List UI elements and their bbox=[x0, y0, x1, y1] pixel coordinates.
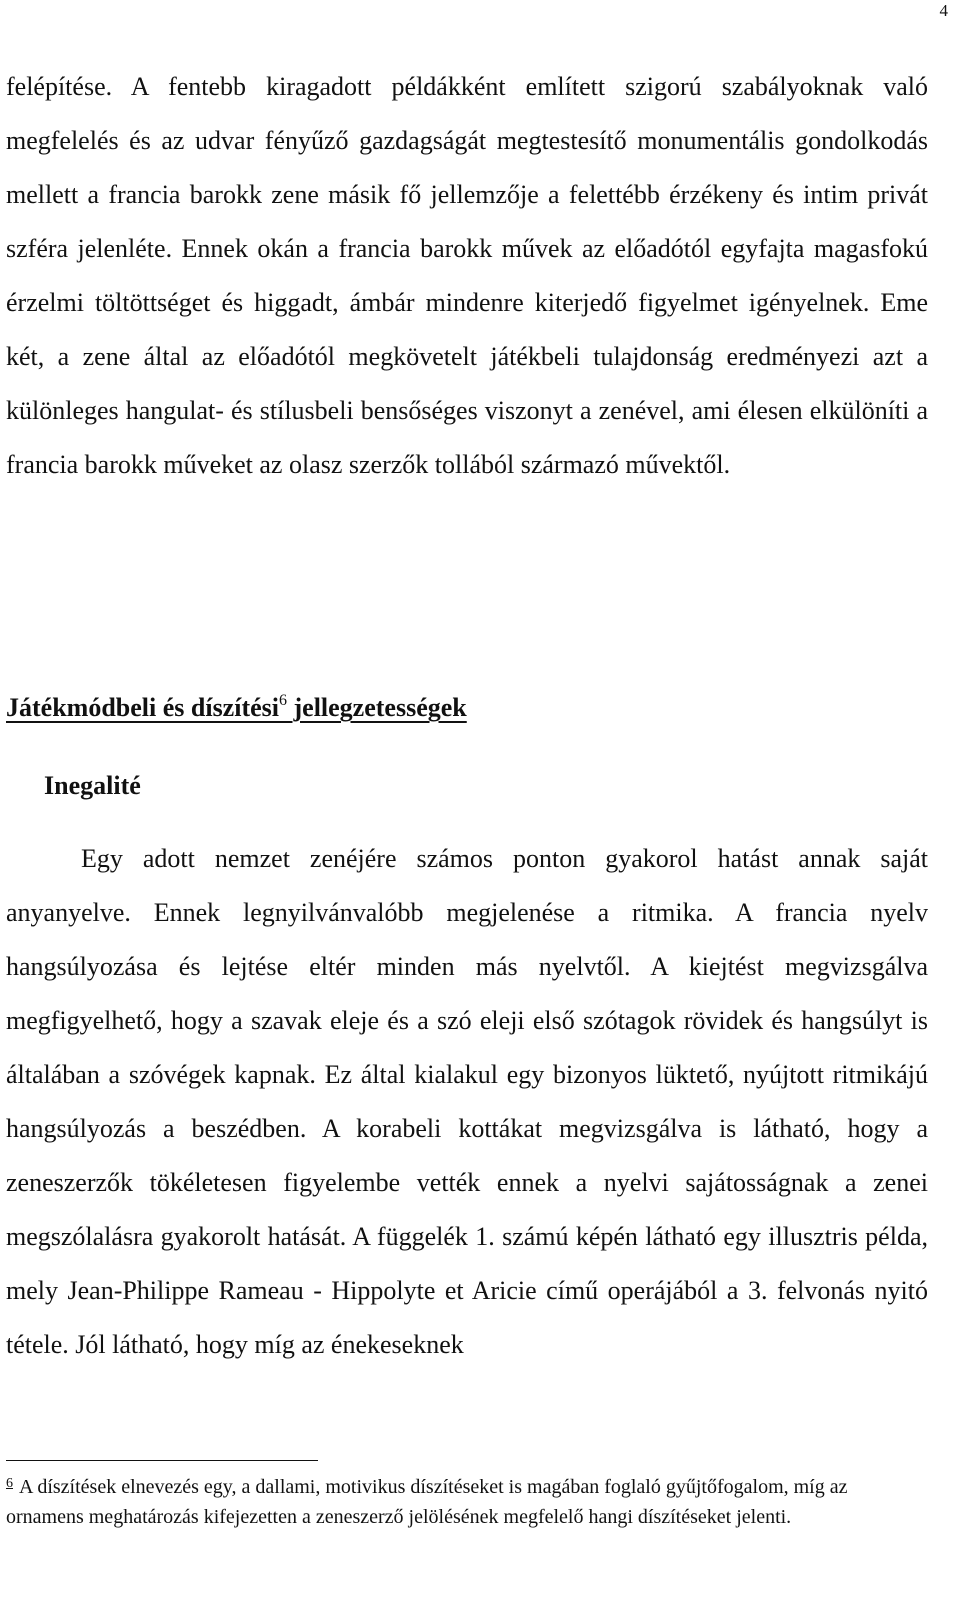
section-heading-text: Játékmódbeli és díszítési bbox=[6, 693, 279, 722]
footnote-text: A díszítések elnevezés egy, a dallami, motivikus díszítéseket is magában foglaló gyűjtőfogalom, míg az ornamens meghatározás kifejezetten a zeneszerző jelölésének megfelelő hangi díszítéseket jelenti. bbox=[6, 1476, 848, 1528]
page-number: 4 bbox=[939, 1, 948, 20]
body-paragraph-2: Egy adott nemzet zenéjére számos ponton gyakorol hatást annak saját anyanyelve. Ennek legnyilvánvalóbb megjelenése a ritmika. A francia nyelv hangsúlyozása és lejtése eltér minden más nyelvtől. A kiejtést megvizsgálva megfigyelhető, hogy a szavak eleje és a szó eleji első szótagok rövidek és hangsúlyt is általában a szóvégek kapnak. Ez által kialakul egy bizonyos lüktető, nyújtott ritmikájú hangsúlyozás a beszédben. A korabeli kottákat megvizsgálva is látható, hogy a zeneszerzők tökéletesen figyelembe vették ennek a nyelvi sajátosságnak a zenei megszólalásra gyakorolt hatását. A függelék 1. számú képén látható egy illusztris példa, mely Jean-Philippe Rameau - Hippolyte et Aricie című operájából a 3. felvonás nyitó tétele. Jól látható, hogy míg az énekeseknek bbox=[6, 844, 928, 1359]
footnote-reference[interactable]: 6 bbox=[279, 692, 287, 709]
subsection-heading: Inegalité bbox=[44, 771, 141, 800]
footnote-divider bbox=[6, 1460, 318, 1461]
footnote bbox=[6, 1472, 928, 1532]
section-heading bbox=[6, 688, 467, 728]
body-paragraph-1: felépítése. A fentebb kiragadott példákként említett szigorú szabályoknak való megfelelés és az udvar fényűző gazdagságát megtestesítő monumentális gondolkodás mellett a francia barokk zene másik fő jellemzője a felettébb érzékeny és intim privát szféra jelenléte. Ennek okán a francia barokk művek az előadótól egyfajta magasfokú érzelmi töltöttséget és higgadt, ámbár mindenre kiterjedő figyelmet igényelnek. Eme két, a zene által az előadótól megkövetelt játékbeli tulajdonság eredményezi azt a különleges hangulat- és stílusbeli bensőséges viszonyt a zenével, ami élesen elkülöníti a francia barokk műveket az olasz szerzők tollából származó művektől. bbox=[6, 72, 928, 479]
footnote-marker: 6 bbox=[6, 1476, 13, 1491]
section-heading-text-cont: jellegzetességek bbox=[287, 693, 467, 722]
